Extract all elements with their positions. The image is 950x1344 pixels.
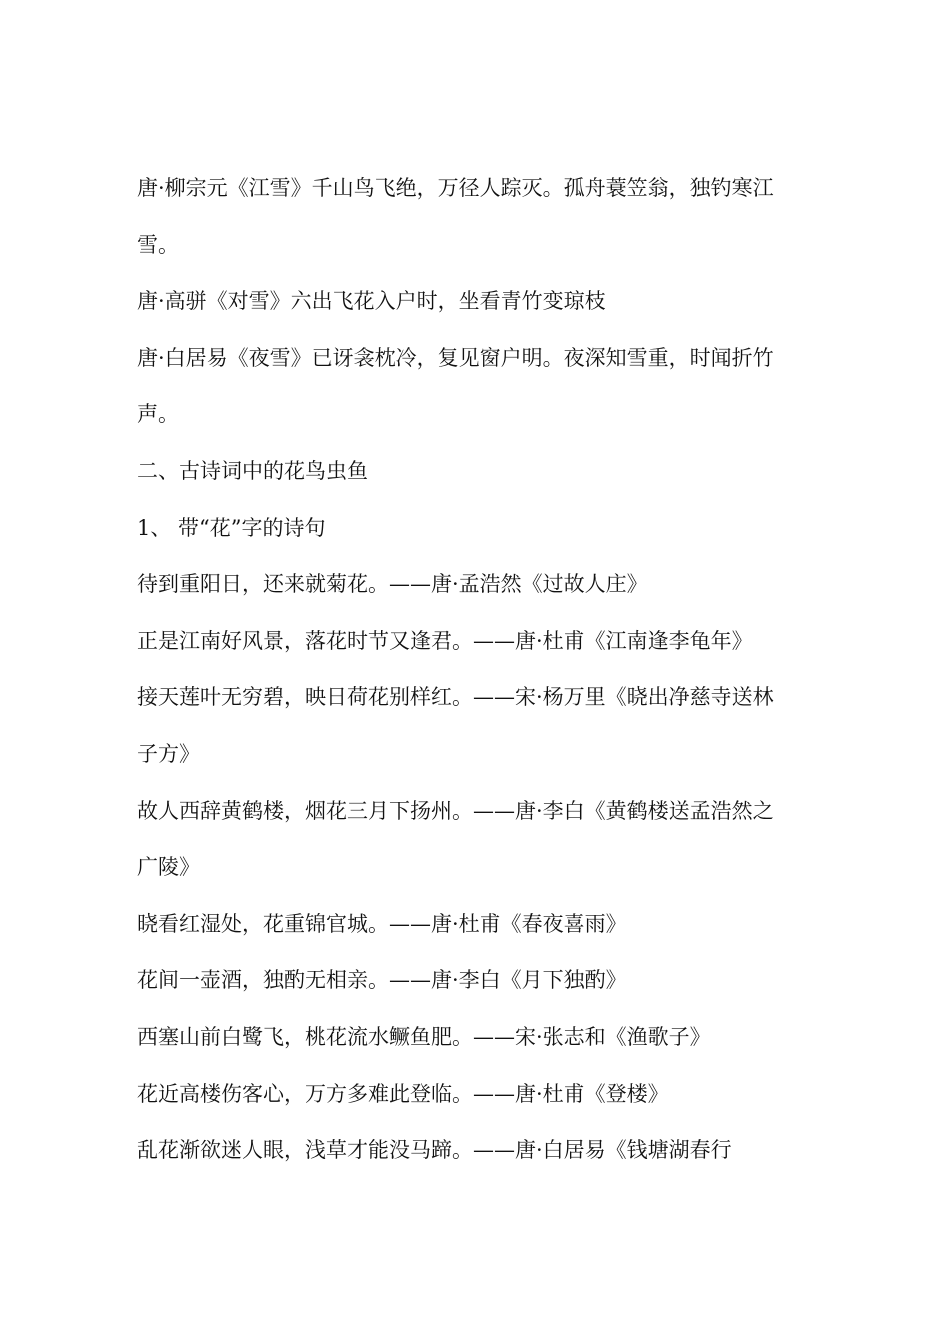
text-line-2: 雪。 — [137, 232, 179, 257]
section-heading: 二、古诗词中的花鸟虫鱼 — [137, 458, 368, 483]
text-line-17: 花近高楼伤客心，万方多难此登临。——唐·杜甫《登楼》 — [137, 1081, 669, 1106]
text-line-12: 故人西辞黄鹤楼，烟花三月下扬州。——唐·李白《黄鹤楼送孟浩然之 — [137, 798, 774, 823]
text-line-18: 乱花渐欲迷人眼，浅草才能没马蹄。——唐·白居易《钱塘湖春行 — [137, 1138, 732, 1163]
text-line-5: 声。 — [137, 402, 179, 427]
subsection-heading: 1、 带“花”字的诗句 — [137, 515, 326, 540]
text-line-11: 子方》 — [137, 741, 200, 766]
text-line-15: 花间一壶酒，独酌无相亲。——唐·李白《月下独酌》 — [137, 968, 627, 993]
text-line-13: 广陵》 — [137, 855, 200, 880]
text-line-10: 接天莲叶无穷碧，映日荷花别样红。——宋·杨万里《晓出净慈寺送林 — [137, 685, 774, 710]
document-page — [137, 160, 827, 1179]
text-line-16: 西塞山前白鹭飞，桃花流水鳜鱼肥。——宋·张志和《渔歌子》 — [137, 1024, 711, 1049]
text-line-4: 唐·白居易《夜雪》已讶衾枕冷，复见窗户明。夜深知雪重，时闻折竹 — [137, 345, 774, 370]
text-line-14: 晓看红湿处，花重锦官城。——唐·杜甫《春夜喜雨》 — [137, 911, 627, 936]
text-line-9: 正是江南好风景，落花时节又逢君。——唐·杜甫《江南逢李龟年》 — [137, 628, 753, 653]
text-line-3: 唐·高骈《对雪》六出飞花入户时，坐看青竹变琼枝 — [137, 289, 606, 314]
text-line-1: 唐·柳宗元《江雪》千山鸟飞绝，万径人踪灭。孤舟蓑笠翁，独钓寒江 — [137, 176, 774, 200]
text-line-8: 待到重阳日，还来就菊花。——唐·孟浩然《过故人庄》 — [137, 572, 648, 597]
